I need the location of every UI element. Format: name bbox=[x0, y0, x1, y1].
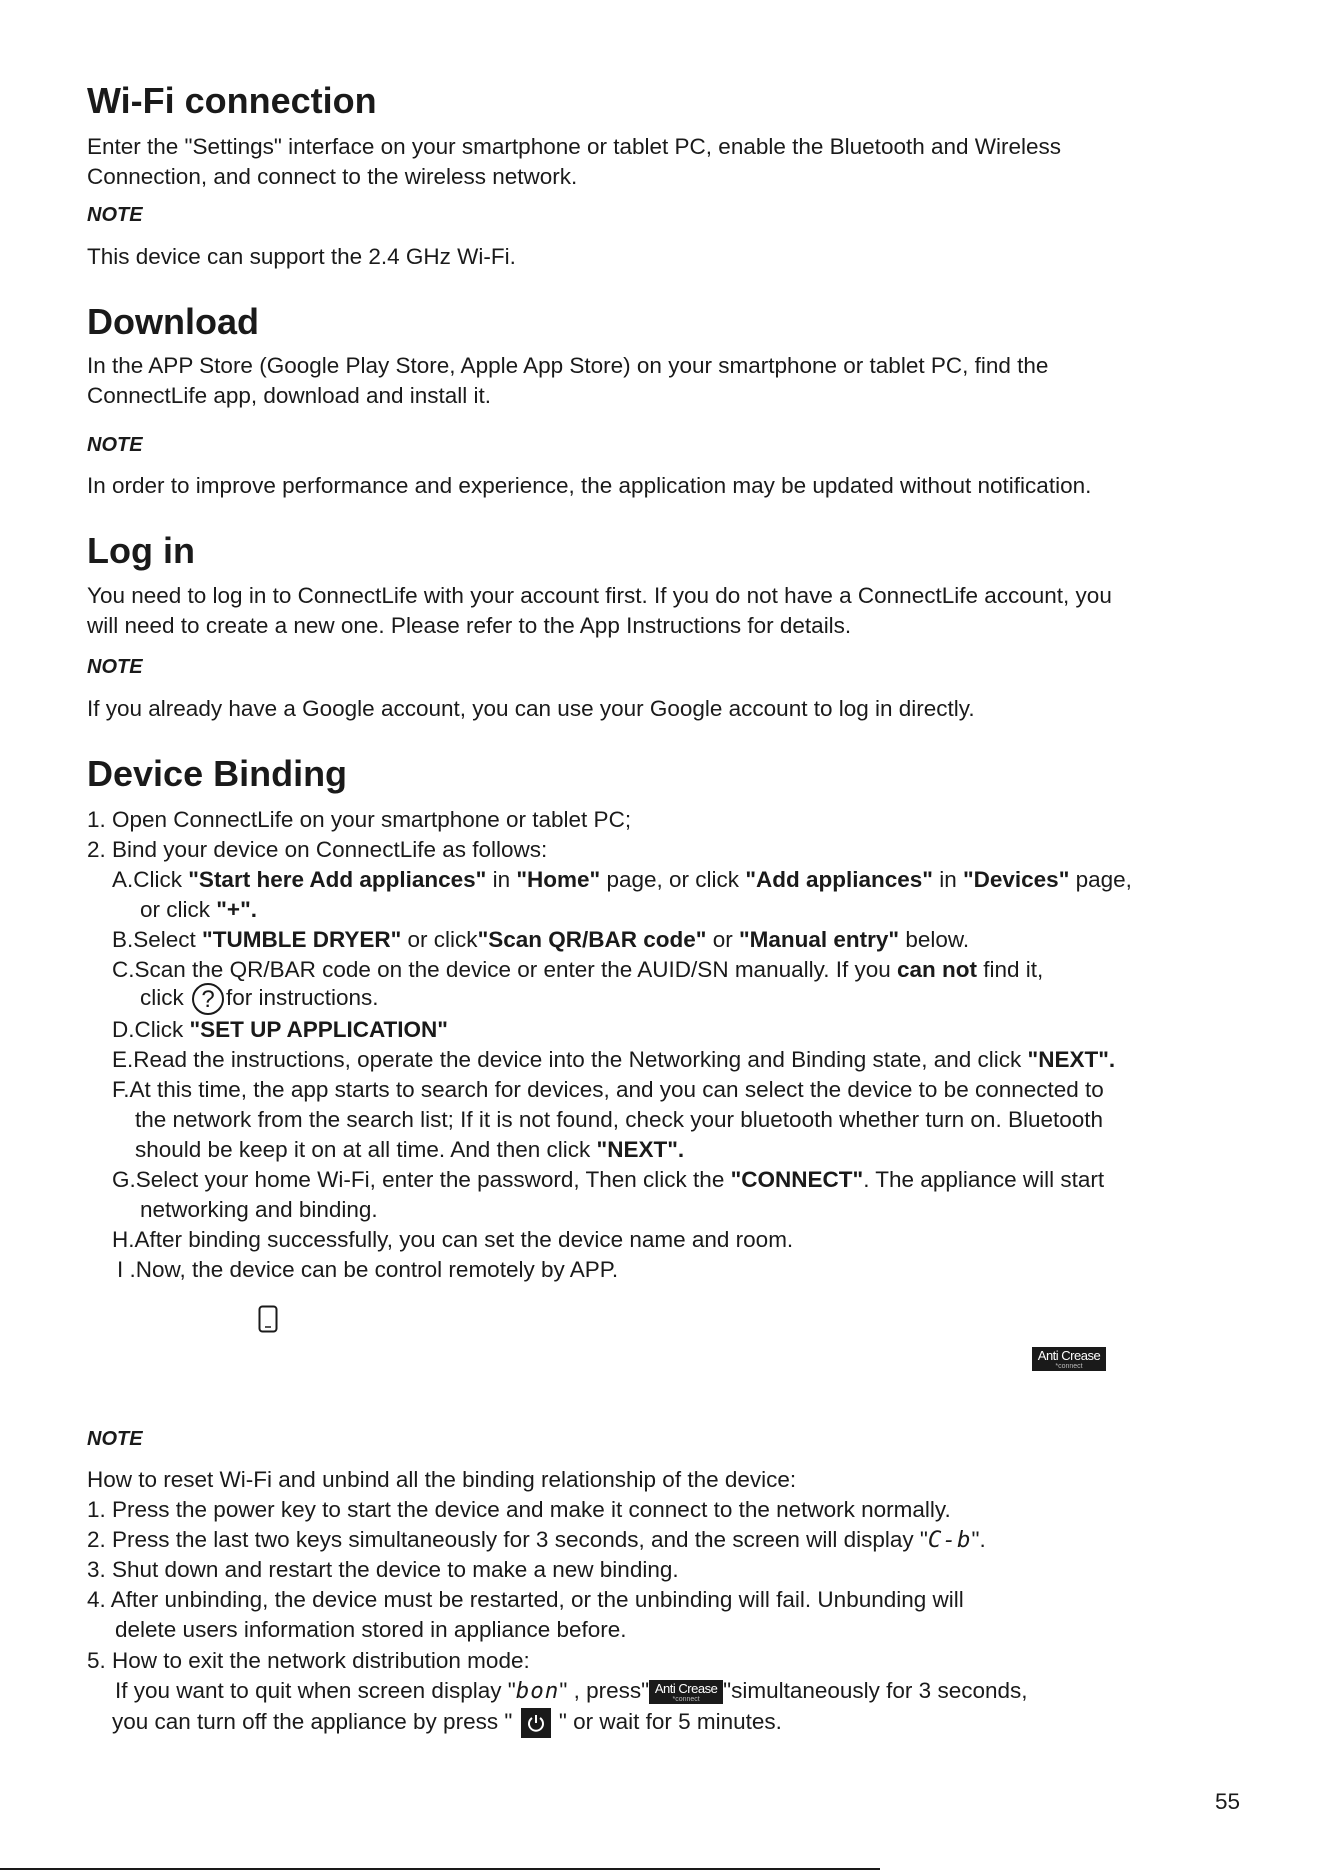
login-paragraph-line1: You need to log in to ConnectLife with your account first. If you do not have a ConnectLife account, you bbox=[87, 583, 1112, 608]
download-heading: Download bbox=[87, 301, 259, 342]
binding-step-f-line2: the network from the search list; If it is not found, check your bluetooth whether turn on. Bluetooth bbox=[135, 1107, 1104, 1132]
page-number: 55 bbox=[1215, 1789, 1241, 1814]
ui-label-devices: "Devices" bbox=[962, 867, 1070, 892]
binding-step-1: 1. Open ConnectLife on your smartphone or tablet PC; bbox=[87, 807, 632, 832]
binding-step-a-line2: or click "+". bbox=[140, 897, 257, 922]
wifi-note-label: NOTE bbox=[87, 204, 143, 226]
ui-label-tumble-dryer: "TUMBLE DRYER" bbox=[202, 927, 402, 952]
login-note-text: If you already have a Google account, you can use your Google account to log in directly. bbox=[87, 696, 975, 721]
download-note-label: NOTE bbox=[87, 434, 143, 456]
download-paragraph-line1: In the APP Store (Google Play Store, Apple App Store) on your smartphone or tablet PC, find the bbox=[87, 353, 1049, 378]
reset-step-5-line2: If you want to quit when screen display "bon" , press" Anti Crease *connect "simultaneously for 3 seconds, bbox=[115, 1678, 1028, 1704]
wifi-paragraph-line1: Enter the "Settings" interface on your smartphone or tablet PC, enable the Bluetooth and Wireless bbox=[87, 134, 1062, 159]
phone-icon bbox=[258, 1305, 278, 1338]
wifi-paragraph-line2: Connection, and connect to the wireless network. bbox=[87, 164, 578, 189]
binding-heading: Device Binding bbox=[87, 753, 348, 794]
reset-step-5: 5. How to exit the network distribution mode: bbox=[87, 1648, 530, 1673]
anti-crease-inline-icon: Anti Crease *connect bbox=[649, 1680, 723, 1704]
binding-step-g-line1: G.Select your home Wi-Fi, enter the password, Then click the "CONNECT". The appliance will start bbox=[112, 1167, 1105, 1192]
reset-step-2: 2. Press the last two keys simultaneously for 3 seconds, and the screen will display "C-b". bbox=[87, 1527, 986, 1553]
display-code-bon: bon bbox=[515, 1678, 560, 1704]
binding-step-2: 2. Bind your device on ConnectLife as follows: bbox=[87, 837, 548, 862]
binding-step-d: D.Click "SET UP APPLICATION" bbox=[112, 1017, 448, 1042]
reset-step-4-line1: 4. After unbinding, the device must be restarted, or the unbinding will fail. Unbunding will bbox=[87, 1587, 964, 1612]
binding-step-g-line2: networking and binding. bbox=[140, 1197, 378, 1222]
binding-step-e: E.Read the instructions, operate the device into the Networking and Binding state, and click "NEXT". bbox=[112, 1047, 1116, 1072]
power-icon bbox=[521, 1708, 551, 1738]
binding-step-f-line3: should be keep it on at all time. And then click "NEXT". bbox=[135, 1137, 685, 1162]
wifi-heading: Wi-Fi connection bbox=[87, 80, 377, 121]
reset-step-3: 3. Shut down and restart the device to make a new binding. bbox=[87, 1557, 679, 1582]
binding-step-a-line1: A.Click "Start here Add appliances" in "Home" page, or click "Add appliances" in "Devices" page, bbox=[112, 867, 1132, 892]
login-paragraph-line2: will need to create a new one. Please refer to the App Instructions for details. bbox=[87, 613, 852, 638]
ui-label-scan-code: "Scan QR/BAR code" bbox=[477, 927, 707, 952]
ui-label-connect: "CONNECT" bbox=[730, 1167, 864, 1192]
binding-step-c-line1: C.Scan the QR/BAR code on the device or enter the AUID/SN manually. If you can not find it, bbox=[112, 957, 1044, 982]
bottom-rule bbox=[0, 1868, 880, 1870]
ui-label-start-here: "Start here Add appliances" bbox=[188, 867, 487, 892]
reset-intro: How to reset Wi-Fi and unbind all the binding relationship of the device: bbox=[87, 1467, 797, 1492]
ui-label-manual-entry: "Manual entry" bbox=[738, 927, 900, 952]
login-note-label: NOTE bbox=[87, 656, 143, 678]
reset-step-1: 1. Press the power key to start the device and make it connect to the network normally. bbox=[87, 1497, 951, 1522]
download-paragraph-line2: ConnectLife app, download and install it. bbox=[87, 383, 492, 408]
help-question-icon: ? bbox=[192, 983, 224, 1015]
ui-label-plus: "+". bbox=[216, 897, 257, 922]
ui-label-setup-application: "SET UP APPLICATION" bbox=[189, 1017, 448, 1042]
anti-crease-button-icon: Anti Crease *connect bbox=[1032, 1347, 1106, 1371]
binding-step-f-line1: F.At this time, the app starts to search for devices, and you can select the device to be connected to bbox=[112, 1077, 1104, 1102]
reset-note-label: NOTE bbox=[87, 1428, 143, 1450]
reset-step-4-line2: delete users information stored in appliance before. bbox=[115, 1617, 627, 1642]
binding-step-c-line2: click ? for instructions. bbox=[140, 985, 379, 1014]
ui-label-next-2: "NEXT". bbox=[596, 1137, 685, 1162]
binding-step-i: I .Now, the device can be control remotely by APP. bbox=[117, 1257, 619, 1282]
display-code-cb: C-b bbox=[927, 1527, 972, 1553]
ui-label-add-appliances: "Add appliances" bbox=[745, 867, 933, 892]
binding-step-b: B.Select "TUMBLE DRYER" or click"Scan QR/BAR code" or "Manual entry" below. bbox=[112, 927, 970, 952]
ui-label-next: "NEXT". bbox=[1027, 1047, 1116, 1072]
binding-step-h: H.After binding successfully, you can set the device name and room. bbox=[112, 1227, 794, 1252]
reset-step-5-line3: you can turn off the appliance by press " " or wait for 5 minutes. bbox=[112, 1707, 782, 1738]
wifi-note-text: This device can support the 2.4 GHz Wi-Fi. bbox=[87, 244, 516, 269]
download-note-text: In order to improve performance and experience, the application may be updated without notification. bbox=[87, 473, 1092, 498]
login-heading: Log in bbox=[87, 530, 195, 571]
ui-label-home: "Home" bbox=[516, 867, 601, 892]
